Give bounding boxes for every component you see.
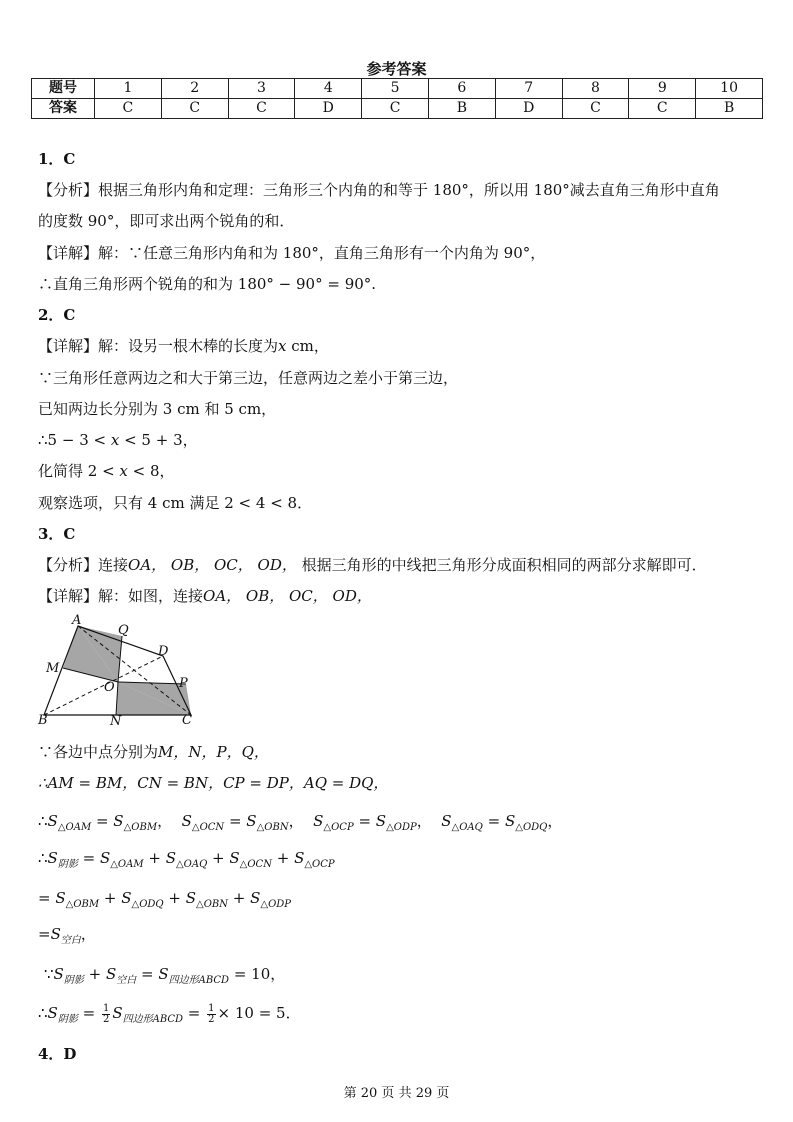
q3-analysis-segments: OA， OB， OC， OD，	[128, 556, 297, 574]
header-label-cell: 题号	[32, 79, 95, 99]
q3-final-value: × 10 = 5．	[217, 1004, 301, 1022]
answer-cell: C	[562, 99, 629, 119]
q3-detail	[38, 585, 372, 606]
shade-subscript: 阴影	[57, 859, 78, 870]
answer-table	[31, 78, 763, 119]
blank-subscript: 空白	[60, 935, 81, 946]
answer-cell: C	[161, 99, 228, 119]
label-d: D	[158, 644, 169, 659]
q3-analysis	[38, 554, 707, 575]
answer-title: 参考答案	[366, 60, 427, 78]
answer-cell: D	[495, 99, 562, 119]
q2-number: 2．C	[38, 306, 76, 324]
q3-total-value: = 10，	[233, 965, 286, 983]
q2-line-1-post: cm，	[286, 337, 329, 355]
q3-final: $\therefore S_{阴影}$ = $\frac{1}{2}$ $S_{四边形ABCD}$ = $\frac{1}{2}$ × 10 = 5．	[38, 1002, 301, 1025]
number-cell: 7	[495, 79, 562, 99]
q2-line-6: 观察选项，只有 4 cm 满足 2 < 4 < 8．	[38, 494, 313, 512]
q1-number: 1．C	[38, 150, 76, 168]
q2-line-2: ∵三角形任意两边之和大于第三边，任意两边之差小于第三边，	[38, 369, 459, 387]
answer-cell: C	[228, 99, 295, 119]
fraction-half: $\frac{1}{2}$	[102, 1002, 110, 1025]
q3-midpoints-list: M，N，P，Q，	[158, 743, 269, 761]
q2-line-4-pre: ∴5 − 3 <	[38, 431, 111, 449]
q3-detail-segments: OA， OB， OC， OD，	[203, 587, 372, 605]
q2-line-4-post: < 5 + 3，	[119, 431, 198, 449]
number-cell: 6	[428, 79, 495, 99]
blank-subscript: 空白	[116, 975, 137, 986]
label-c: C	[182, 713, 192, 728]
number-cell: 3	[228, 79, 295, 99]
answer-cell: C	[362, 99, 429, 119]
label-p: P	[179, 676, 188, 691]
q2-var-x: x	[110, 431, 120, 449]
q2-line-1	[38, 335, 329, 356]
q3-total-area: $\because S_{阴影} + S_{空白} = S_{四边形ABCD} = 10$，	[44, 965, 286, 986]
number-cell: 8	[562, 79, 629, 99]
q2-var-x: x	[278, 337, 287, 355]
q2-line-5-post: < 8，	[127, 462, 175, 480]
q2-line-5-pre: 化简得 2 <	[38, 462, 120, 480]
page-footer: 第 20 页 共 29 页	[343, 1086, 450, 1101]
q3-analysis-pre: 【分析】连接	[38, 556, 129, 574]
shade-subscript: 阴影	[63, 975, 84, 986]
number-cell: 9	[629, 79, 696, 99]
label-q: Q	[118, 623, 129, 638]
label-o: O	[104, 680, 115, 695]
q3-eq-blank-pre: =S	[38, 925, 61, 943]
answer-cell: C	[95, 99, 162, 119]
q2-line-1-pre: 【详解】解：设另一根木棒的长度为	[38, 337, 279, 355]
q2-line-4	[38, 429, 198, 450]
q3-shaded-sum: $\therefore S_{阴影} = S_{\triangle OAM} + S_{\triangle OAQ} + S_{\triangle OCN} + S_{\triangle OCP}$	[38, 849, 335, 870]
label-a: A	[72, 613, 82, 628]
table-row	[32, 79, 763, 99]
answer-label-cell: 答案	[32, 99, 95, 119]
q2-line-5	[38, 460, 175, 481]
answer-cell: C	[629, 99, 696, 119]
quad-subscript: 四边形ABCD	[122, 1014, 184, 1025]
number-cell: 4	[295, 79, 362, 99]
quad-subscript: 四边形ABCD	[168, 975, 230, 986]
q1-analysis: 【分析】根据三角形内角和定理：三角形三个内角的和等于 180°，所以用 180°减去直角三角形中直角	[38, 181, 720, 199]
q3-blank-sum: = $S_{\triangle OBM} + S_{\triangle ODQ} + S_{\triangle OBN} + S_{\triangle ODP}$	[38, 889, 292, 910]
q2-var-x: x	[119, 462, 128, 480]
answer-cell: D	[295, 99, 362, 119]
label-b: B	[38, 713, 48, 728]
q3-equals-blank	[38, 923, 96, 946]
shade-subscript: 阴影	[57, 1014, 78, 1025]
answer-cell: B	[428, 99, 495, 119]
q4-number: 4．D	[38, 1045, 77, 1063]
q1-detail: 【详解】解：∵任意三角形内角和为 180°，直角三角形有一个内角为 90°，	[38, 244, 546, 262]
q1-conclusion: ∴直角三角形两个锐角的和为 180° − 90° = 90°.	[38, 275, 377, 293]
number-cell: 10	[696, 79, 763, 99]
answer-cell: B	[696, 99, 763, 119]
number-cell: 5	[362, 79, 429, 99]
q3-number: 3．C	[38, 525, 76, 543]
label-n: N	[110, 714, 122, 729]
q3-eq-blank-post: ，	[80, 925, 96, 943]
fraction-half: $\frac{1}{2}$	[208, 1002, 215, 1025]
q3-detail-pre: 【详解】解：如图，连接	[38, 587, 204, 605]
quadrilateral-figure	[34, 612, 204, 730]
q3-equal-areas: $\therefore S_{\triangle OAM} = S_{\triangle OBM}$， $S_{\triangle OCN} = S_{\triangle OBN}$， $S_{\triangle OCP} = S_{\triangle ODP}$， $S_{\triangle OAQ} = S_{\triangle ODQ}$，	[38, 812, 563, 833]
q1-analysis-cont: 的度数 90°，即可求出两个锐角的和．	[38, 212, 295, 230]
number-cell: 2	[161, 79, 228, 99]
table-row	[32, 99, 763, 119]
q3-midpoints-pre: ∵各边中点分别为	[38, 743, 159, 761]
label-m: M	[46, 661, 60, 676]
number-cell: 1	[95, 79, 162, 99]
q2-line-3: 已知两边长分别为 3 cm 和 5 cm，	[38, 400, 277, 418]
q3-midpoints	[38, 741, 269, 762]
q3-equal-segments: ∴AM = BM，CN = BN，CP = DP，AQ = DQ，	[38, 774, 389, 792]
q3-analysis-post: 根据三角形的中线把三角形分成面积相同的两部分求解即可．	[296, 556, 707, 574]
